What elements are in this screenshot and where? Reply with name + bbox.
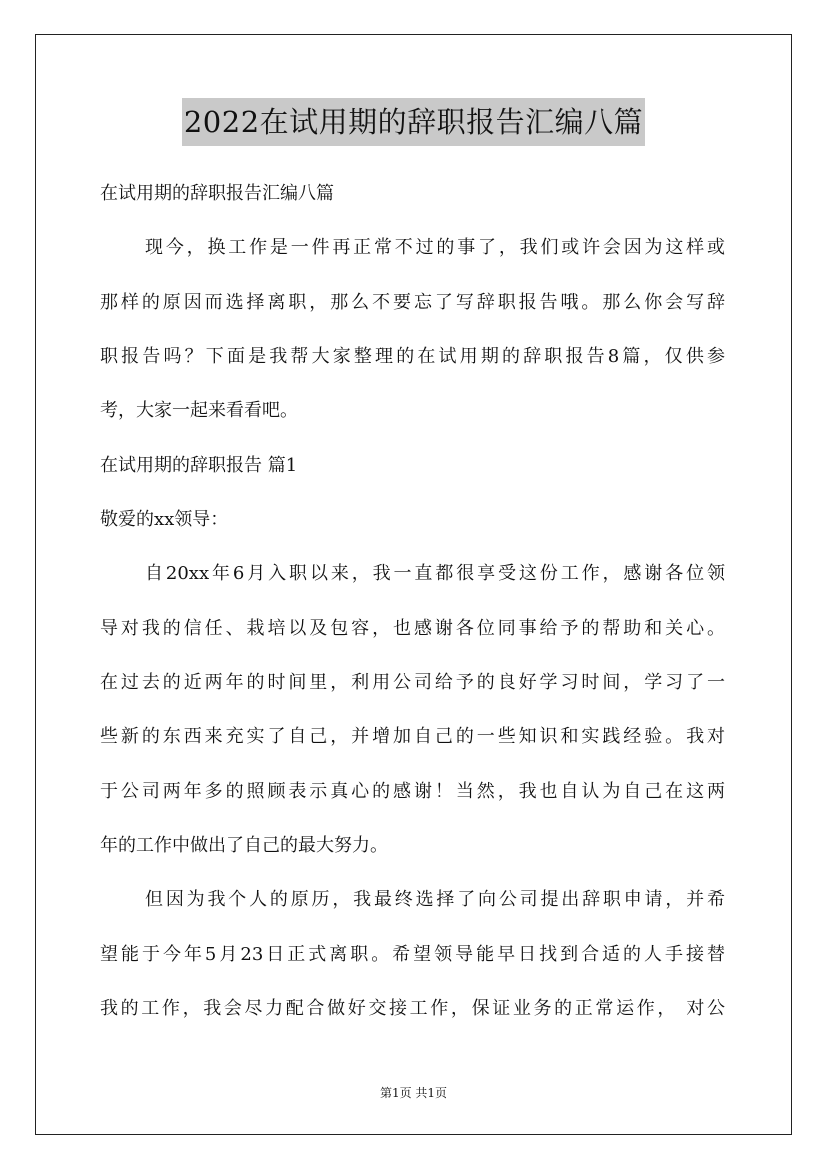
document-title: 2022在试用期的辞职报告汇编八篇	[182, 98, 645, 146]
paragraph1-line-2: 导对我的信任、栽培以及包容，也感谢各位同事给予的帮助和关心。	[100, 618, 725, 639]
paragraph1-line-5: 于公司两年多的照顾表示真心的感谢！当然，我也自认为自己在这两	[100, 781, 725, 802]
title-block	[0, 98, 827, 146]
salutation: 敬爱的xx领导：	[100, 509, 229, 530]
paragraph1-line-3: 在过去的近两年的时间里，利用公司给予的良好学习时间，学习了一	[100, 672, 725, 693]
page-footer: 第1页 共1页	[379, 1086, 448, 1100]
paragraph2-line-1: 但因为我个人的原历，我最终选择了向公司提出辞职申请，并希	[145, 889, 725, 910]
paragraph2-line-3: 我的工作，我会尽力配合做好交接工作，保证业务的正常运作， 对公	[100, 998, 725, 1019]
paragraph1-line-6: 年的工作中做出了自己的最大努力。	[100, 835, 388, 856]
intro-line-2: 那样的原因而选择离职，那么不要忘了写辞职报告哦。那么你会写辞	[100, 292, 725, 313]
section-heading: 在试用期的辞职报告 篇1	[100, 455, 298, 476]
paragraph1-line-1: 自20xx年6月入职以来，我一直都很享受这份工作，感谢各位领	[145, 563, 725, 584]
paragraph1-line-4: 些新的东西来充实了自己，并增加自己的一些知识和实践经验。我对	[100, 726, 725, 747]
intro-line-3: 职报告吗？下面是我帮大家整理的在试用期的辞职报告8篇，仅供参	[100, 346, 725, 367]
paragraph2-line-2: 望能于今年5月23日正式离职。希望领导能早日找到合适的人手接替	[100, 944, 725, 965]
intro-line-1: 现今，换工作是一件再正常不过的事了，我们或许会因为这样或	[145, 237, 725, 258]
subtitle: 在试用期的辞职报告汇编八篇	[100, 183, 334, 204]
intro-line-4: 考，大家一起来看看吧。	[100, 400, 298, 421]
